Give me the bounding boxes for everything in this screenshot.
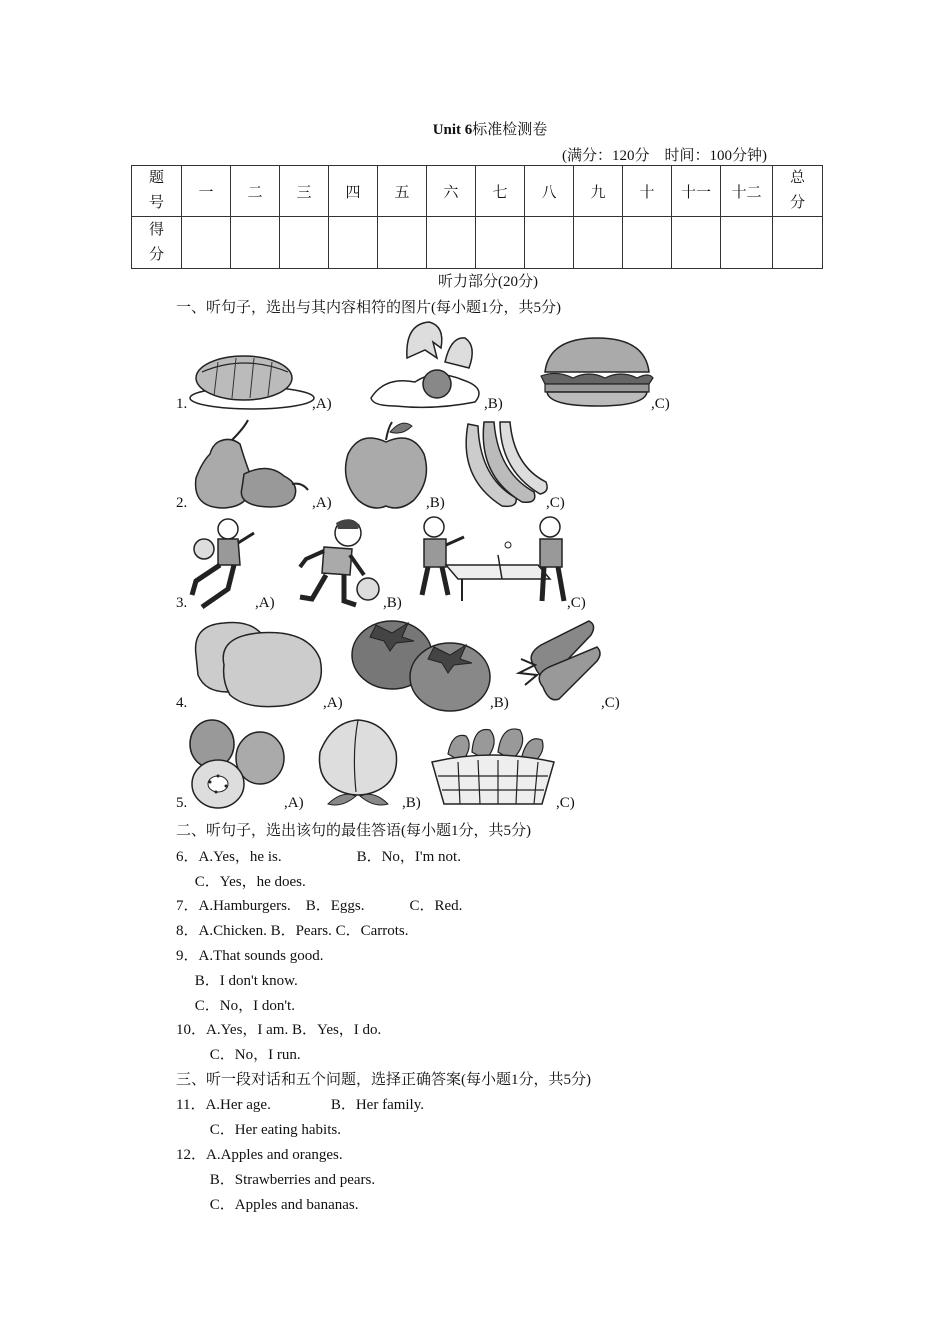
exam-info: (满分：120分 时间：100分钟) [562, 148, 767, 164]
soccer-boy-icon[interactable] [188, 515, 258, 611]
egg-icon[interactable] [365, 318, 490, 410]
peach-icon[interactable] [312, 712, 404, 810]
col-total: 总 分 [773, 166, 823, 217]
col-7: 七 [476, 166, 525, 217]
q2-option-a[interactable]: ,A) [312, 495, 332, 511]
q10-line: 10．A.Yes，I am. B．Yes，I do. [176, 1022, 382, 1038]
q12-option-b: B．Strawberries and pears. [176, 1172, 376, 1188]
col-3: 三 [280, 166, 329, 217]
q9-line: 9．A.That sounds good. [176, 948, 324, 964]
q6-line: 6．A.Yes，he is. B．No，I'm not. [176, 849, 461, 865]
q5-option-c[interactable]: ,C) [556, 795, 575, 811]
col-6: 六 [427, 166, 476, 217]
bread-icon[interactable] [188, 350, 318, 412]
score-cell[interactable] [672, 217, 721, 269]
q11-line: 11．A.Her age. B．Her family. [176, 1097, 424, 1113]
col-10: 十 [623, 166, 672, 217]
row-label-title: 题 号 [132, 166, 182, 217]
score-cell[interactable] [182, 217, 231, 269]
score-cell[interactable] [427, 217, 476, 269]
col-1: 一 [182, 166, 231, 217]
q3-option-c[interactable]: ,C) [567, 595, 586, 611]
q7-line: 7．A.Hamburgers. B．Eggs. C．Red. [176, 898, 463, 914]
score-header-row [132, 166, 823, 217]
basketball-boy-icon[interactable] [292, 515, 384, 611]
q5-option-a[interactable]: ,A) [284, 795, 304, 811]
col-5: 五 [378, 166, 427, 217]
carrots-icon[interactable] [515, 615, 605, 711]
score-cell[interactable] [329, 217, 378, 269]
tomatoes-icon[interactable] [350, 615, 492, 713]
potatoes-icon[interactable] [188, 615, 328, 711]
q6-option-c: C．Yes，he does. [176, 874, 306, 890]
score-cell[interactable] [231, 217, 280, 269]
q1-option-a[interactable]: ,A) [312, 396, 332, 412]
q10-option-c: C．No，I run. [176, 1047, 301, 1063]
listening-header: 听力部分(20分) [438, 274, 538, 290]
q4-option-a[interactable]: ,A) [323, 695, 343, 711]
q2-number: 2. [176, 495, 188, 511]
score-cell[interactable] [721, 217, 773, 269]
q4-option-b[interactable]: ,B) [490, 695, 509, 711]
q8-line: 8．A.Chicken. B．Pears. C．Carrots. [176, 923, 409, 939]
col-9: 九 [574, 166, 623, 217]
col-8: 八 [525, 166, 574, 217]
q3-option-b[interactable]: ,B) [383, 595, 402, 611]
score-cell[interactable] [378, 217, 427, 269]
q1-number: 1. [176, 396, 188, 412]
q9-option-c: C．No，I don't. [176, 998, 295, 1014]
q3-number: 3. [176, 595, 188, 611]
q4-number: 4. [176, 695, 188, 711]
score-cell[interactable] [773, 217, 823, 269]
score-cell[interactable] [574, 217, 623, 269]
q2-option-c[interactable]: ,C) [546, 495, 565, 511]
q1-option-c[interactable]: ,C) [651, 396, 670, 412]
q12-option-c: C．Apples and bananas. [176, 1197, 359, 1213]
col-12: 十二 [721, 166, 773, 217]
q5-option-b[interactable]: ,B) [402, 795, 421, 811]
section3-title: 三、听一段对话和五个问题，选择正确答案(每小题1分，共5分) [176, 1072, 591, 1088]
q4-option-c[interactable]: ,C) [601, 695, 620, 711]
q11-option-c: C．Her eating habits. [176, 1122, 341, 1138]
score-cell[interactable] [476, 217, 525, 269]
score-cell[interactable] [525, 217, 574, 269]
score-cell[interactable] [623, 217, 672, 269]
q5-number: 5. [176, 795, 188, 811]
score-cell[interactable] [280, 217, 329, 269]
score-table [131, 165, 823, 269]
pears-icon[interactable] [188, 418, 316, 512]
row-label-score: 得 分 [132, 217, 182, 269]
q9-option-b: B．I don't know. [176, 973, 298, 989]
section2-title: 二、听句子，选出该句的最佳答语(每小题1分，共5分) [176, 823, 531, 839]
col-2: 二 [231, 166, 280, 217]
strawberry-basket-icon[interactable] [428, 718, 558, 810]
q2-option-b[interactable]: ,B) [426, 495, 445, 511]
apple-icon[interactable] [340, 418, 432, 512]
page-title: Unit 6标准检测卷 [432, 122, 548, 138]
col-11: 十一 [672, 166, 721, 217]
col-4: 四 [329, 166, 378, 217]
hamburger-icon[interactable] [537, 334, 657, 410]
q12-line: 12．A.Apples and oranges. [176, 1147, 343, 1163]
kiwis-icon[interactable] [188, 712, 288, 810]
ping-pong-icon[interactable] [418, 515, 568, 611]
q1-option-b[interactable]: ,B) [484, 396, 503, 412]
q3-option-a[interactable]: ,A) [255, 595, 275, 611]
section1-title: 一、听句子，选出与其内容相符的图片(每小题1分，共5分) [176, 300, 561, 316]
bananas-icon[interactable] [458, 418, 548, 510]
score-value-row [132, 217, 823, 269]
